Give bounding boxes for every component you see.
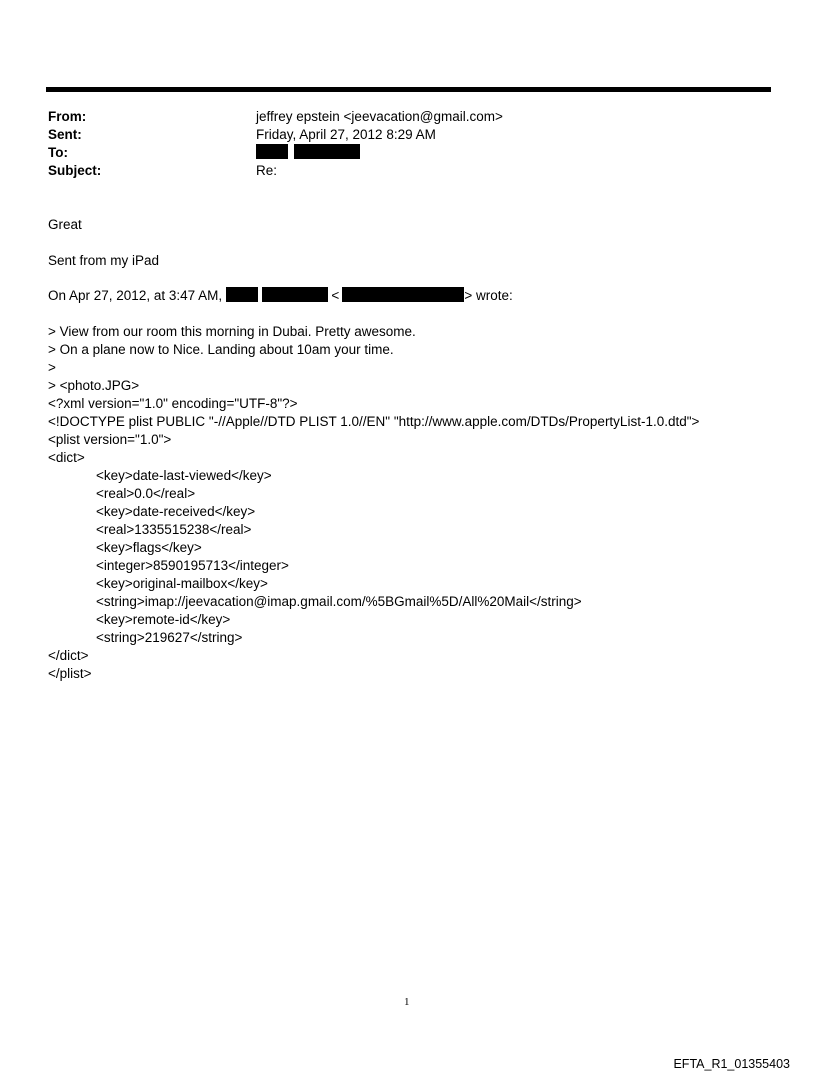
page-number: 1 <box>404 996 410 1008</box>
dict-line: <key>date-last-viewed</key> <box>96 468 272 483</box>
xml-line: <plist version="1.0"> <box>48 432 172 447</box>
quote-intro-prefix: On Apr 27, 2012, at 3:47 AM, <box>48 288 223 303</box>
dict-line: <key>remote-id</key> <box>96 612 231 627</box>
xml-line: <dict> <box>48 450 85 465</box>
quote-intro-suffix: > wrote: <box>464 288 513 303</box>
subject-value: Re: <box>256 163 278 178</box>
closing-line: </dict> <box>48 648 89 663</box>
from-label: From: <box>48 109 87 124</box>
sent-label: Sent: <box>48 127 82 142</box>
document-id: EFTA_R1_01355403 <box>673 1057 790 1071</box>
dict-line: <real>1335515238</real> <box>96 522 252 537</box>
dict-line: <key>original-mailbox</key> <box>96 576 268 591</box>
signature: Sent from my iPad <box>48 253 160 268</box>
quote-intro-lt: < <box>331 288 340 303</box>
to-label: To: <box>48 145 68 160</box>
quoted-line: > <box>48 360 56 375</box>
redaction-box <box>226 287 258 302</box>
quoted-line: > View from our room this morning in Dubai. Pretty awesome. <box>48 324 416 339</box>
dict-line: <key>date-received</key> <box>96 504 256 519</box>
to-value-redacted <box>256 144 360 162</box>
header-rule <box>46 87 771 92</box>
redaction-box <box>342 287 464 302</box>
dict-line: <key>flags</key> <box>96 540 202 555</box>
xml-line: <!DOCTYPE plist PUBLIC "-//Apple//DTD PLIST 1.0//EN" "http://www.apple.com/DTDs/PropertyList-1.0.dtd"> <box>48 414 700 429</box>
dict-line: <string>imap://jeevacation@imap.gmail.com/%5BGmail%5D/All%20Mail</string> <box>96 594 582 609</box>
dict-line: <real>0.0</real> <box>96 486 196 501</box>
greeting: Great <box>48 217 82 232</box>
dict-line: <integer>8590195713</integer> <box>96 558 289 573</box>
subject-label: Subject: <box>48 163 102 178</box>
quoted-line: > On a plane now to Nice. Landing about 10am your time. <box>48 342 394 357</box>
sent-value: Friday, April 27, 2012 8:29 AM <box>256 127 436 142</box>
from-value: jeffrey epstein <jeevacation@gmail.com> <box>256 109 503 124</box>
xml-line: <?xml version="1.0" encoding="UTF-8"?> <box>48 396 298 411</box>
quote-intro <box>48 287 513 305</box>
quoted-line: > <photo.JPG> <box>48 378 140 393</box>
redaction-box <box>262 287 328 302</box>
dict-line: <string>219627</string> <box>96 630 243 645</box>
redaction-box <box>294 144 360 159</box>
closing-line: </plist> <box>48 666 92 681</box>
redaction-box <box>256 144 288 159</box>
